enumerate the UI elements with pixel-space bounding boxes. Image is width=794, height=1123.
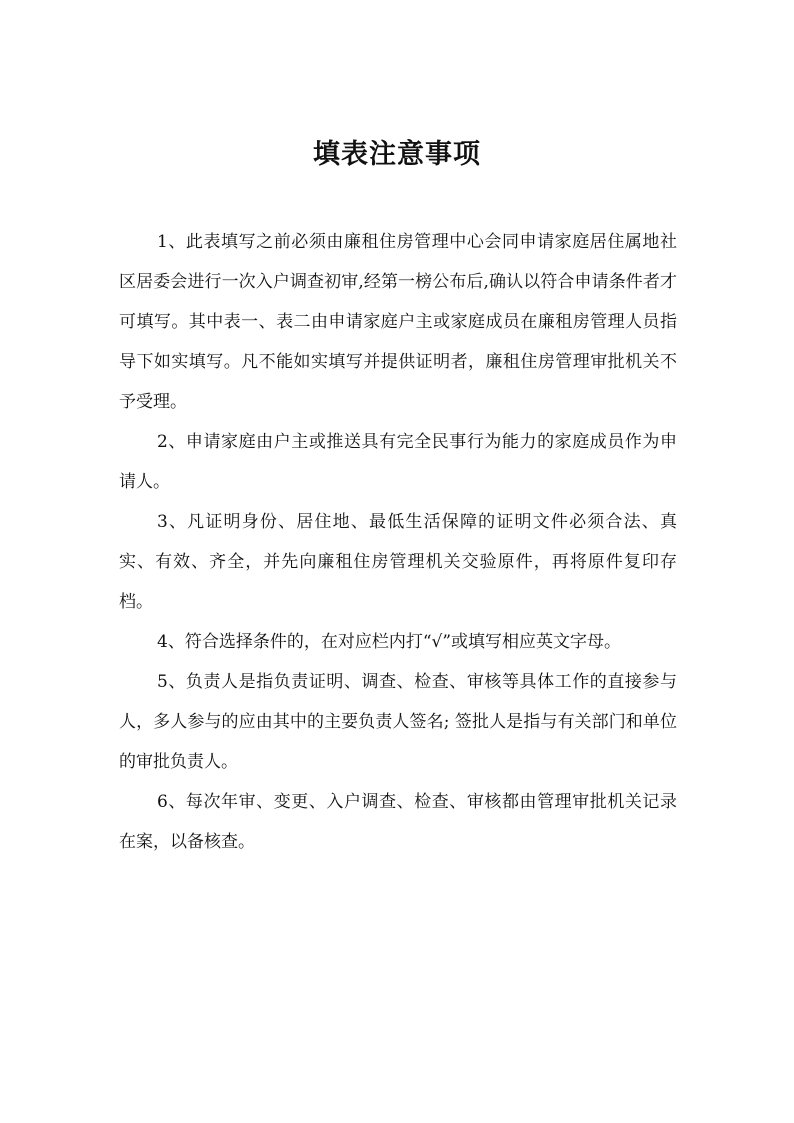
document-body — [119, 222, 677, 862]
document-title: 填表注意事项 — [313, 139, 481, 170]
paragraph-2: 2、申请家庭由户主或推送具有完全民事行为能力的家庭成员作为申请人。 — [119, 432, 677, 492]
paragraph-1: 1、此表填写之前必须由廉租住房管理中心会同申请家庭居住属地社区居委会进行一次入户调查初审,经第一榜公布后,确认以符合申请条件者才可填写。其中表一、表二由申请家庭户主或家庭成员在廉租房管理人员指导下如实填写。凡不能如实填写并提供证明者，廉租住房管理审批机关不予受理。 — [119, 232, 677, 412]
paragraph-5: 5、负责人是指负责证明、调查、检查、审核等具体工作的直接参与人，多人参与的应由其中的主要负责人签名; 签批人是指与有关部门和单位的审批负责人。 — [119, 672, 677, 772]
paragraph-6: 6、每次年审、变更、入户调查、检查、审核都由管理审批机关记录在案，以备核查。 — [119, 792, 677, 852]
paragraph-3: 3、凡证明身份、居住地、最低生活保障的证明文件必须合法、真实、有效、齐全，并先向廉租住房管理机关交验原件，再将原件复印存档。 — [119, 512, 677, 612]
paragraph-4: 4、符合选择条件的，在对应栏内打“√”或填写相应英文字母。 — [157, 632, 622, 652]
